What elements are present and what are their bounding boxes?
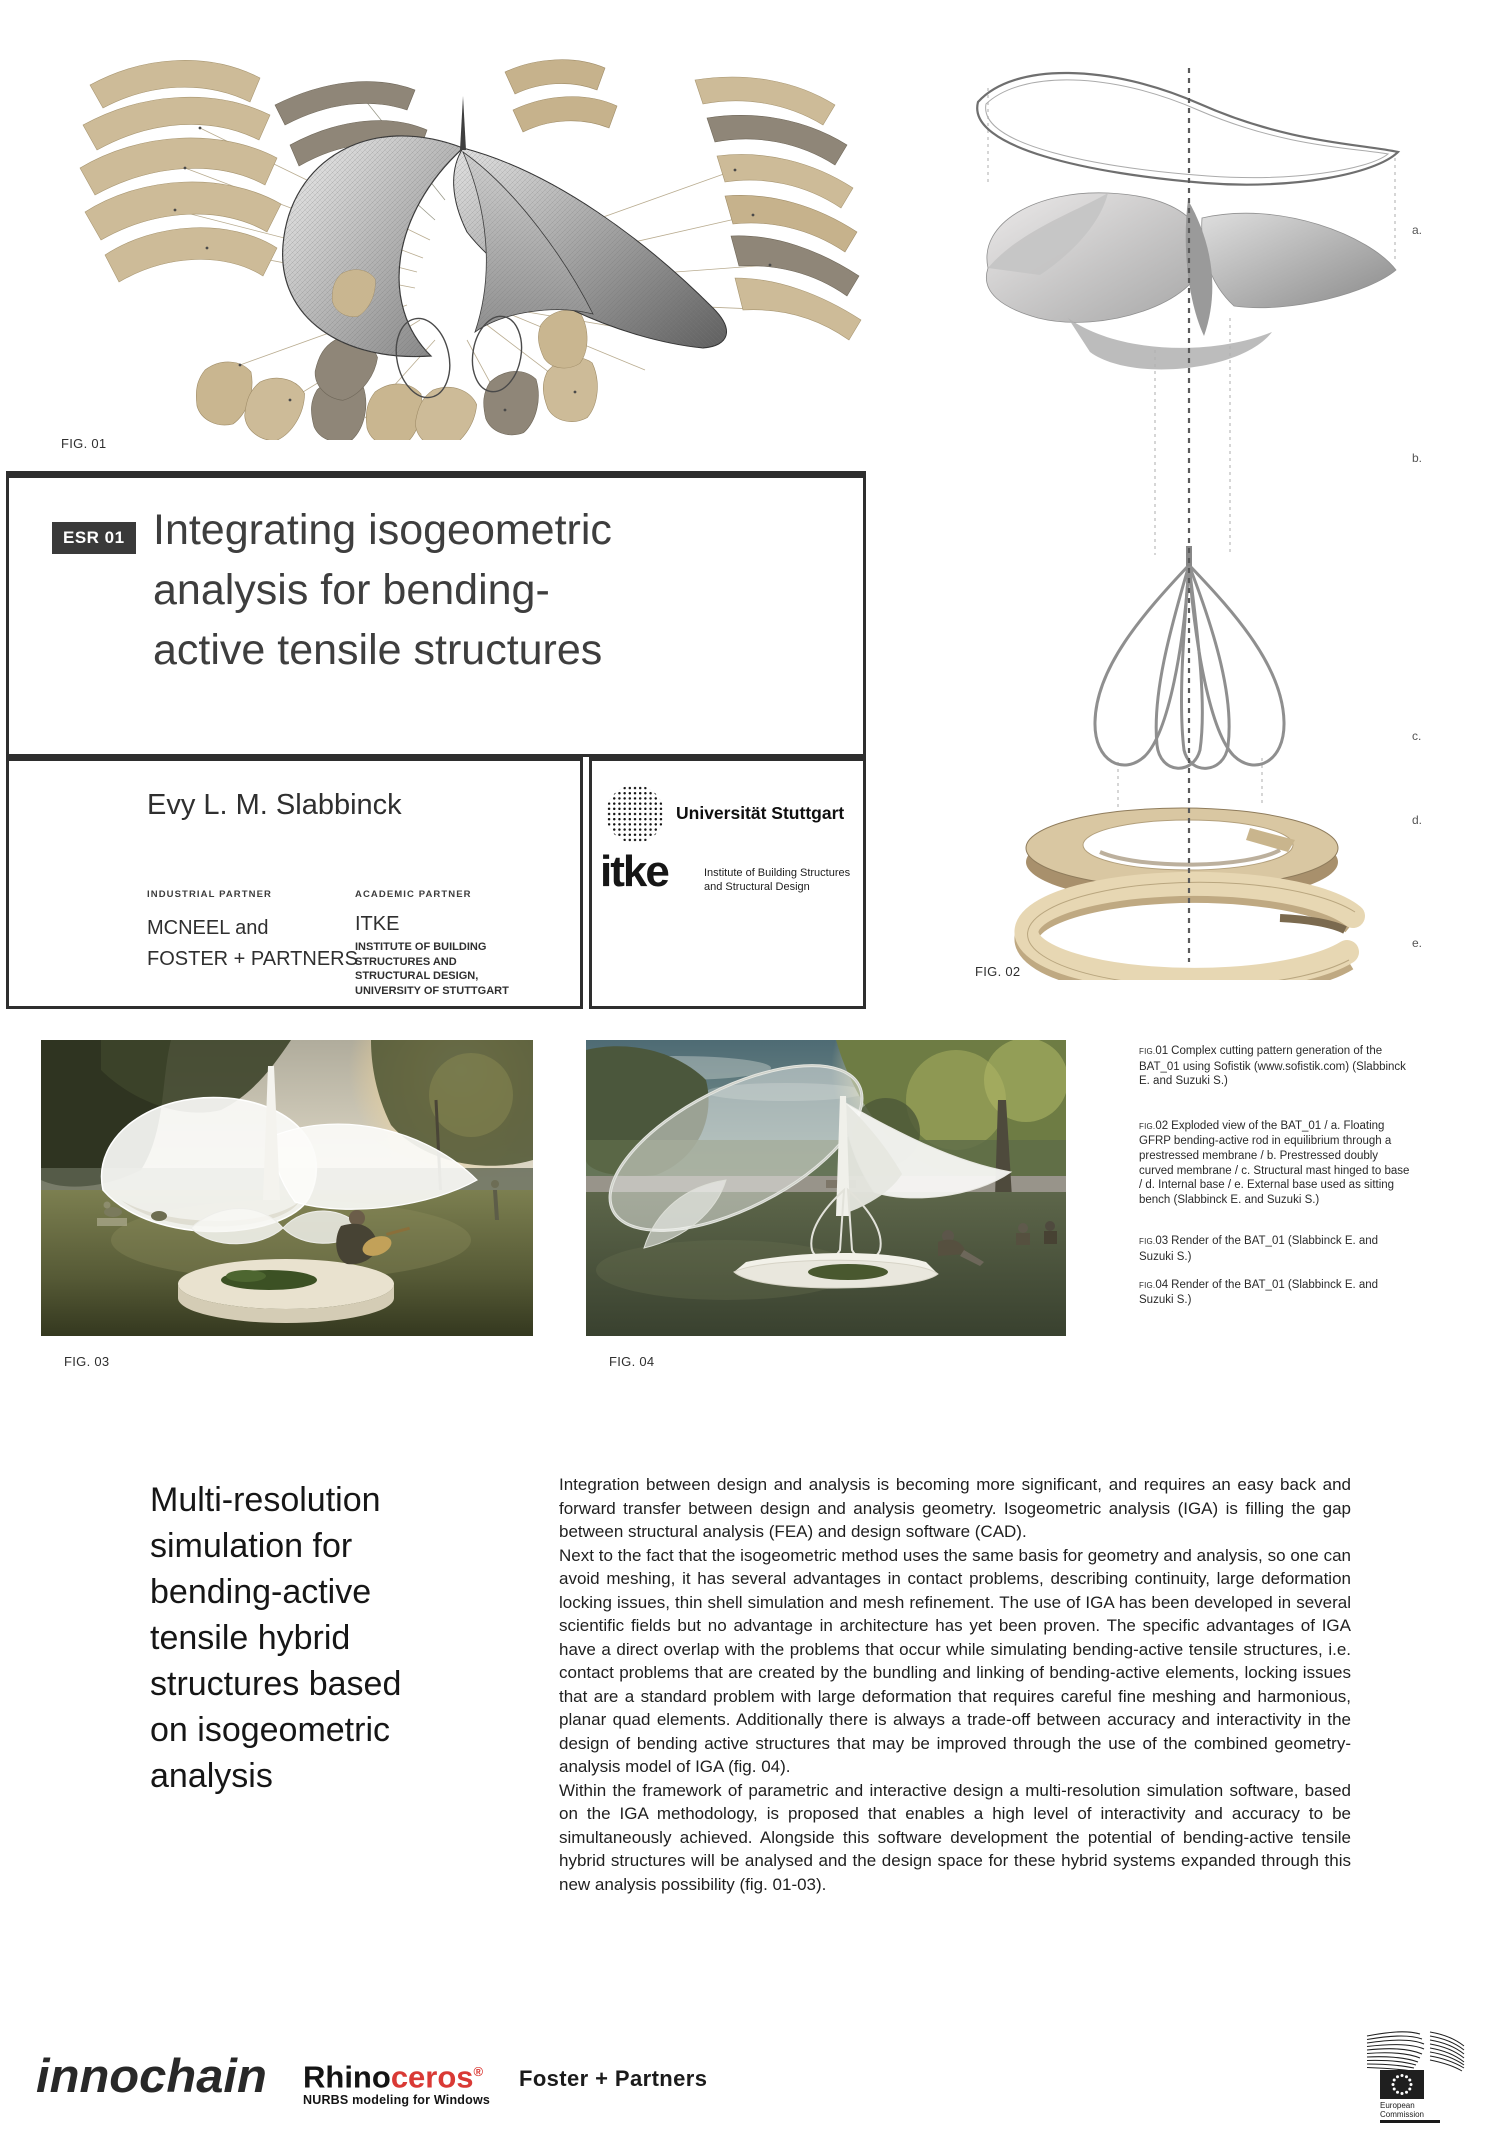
fig04-photo	[586, 1040, 1066, 1336]
academic-partner-column	[355, 889, 530, 998]
industrial-partner-column	[147, 889, 358, 975]
title-line-2: analysis for bending-	[153, 566, 550, 614]
abstract-heading	[150, 1477, 401, 1799]
cutting-strips-mid	[505, 60, 617, 132]
academic-partner-name: ITKE	[355, 913, 400, 935]
label-b: b.	[1412, 451, 1423, 465]
industrial-partner-line1: MCNEEL and	[147, 917, 269, 939]
caption-fig01-text: Complex cutting pattern generation of the BAT_01 using Sofistik (www.sofistik.com) (Slabbinck E. and Suzuki S.)	[1139, 1045, 1406, 1088]
caption-fig02-prefix: FIG.	[1139, 1121, 1156, 1131]
rhinoceros-logo	[303, 2056, 490, 2107]
foster-partners-logo: Foster + Partners	[519, 2066, 708, 2091]
abstract-heading-line: analysis	[150, 1757, 273, 1795]
caption-fig03-number: 03	[1155, 1235, 1169, 1248]
itke-desc-line2: and Structural Design	[704, 880, 810, 893]
caption-fig04	[1139, 1278, 1413, 1308]
academic-partner-desc: INSTITUTE OF BUILDING STRUCTURES AND STRUCTURAL DESIGN, UNIVERSITY OF STUTTGART	[355, 941, 509, 997]
caption-fig04-text: Render of the BAT_01 (Slabbinck E. and Suzuki S.)	[1139, 1278, 1379, 1307]
industrial-partner-label: INDUSTRIAL PARTNER	[147, 889, 273, 900]
part-a-bending-rod	[977, 73, 1398, 185]
ec-fan-right	[1430, 2032, 1464, 2071]
abstract-paragraph-2: Next to the fact that the isogeometric method uses the same basis for geometry and analysis, so one can avoid meshing, it has several advantages in contact problems, describing continuity, large deformation locking issues, thin shell simulation and mesh refinement. The use of IGA has been developed in several scientific fields but no advantage in architecture has yet been proven. The specific advantages of IGA have a direct overlap with the problems that occur while simulating bending-active tensile structures, i.e. contact problems that are created by the bundling and linking of bending-active elements, locking issues that are a standard problem with large deformation that requires careful fine meshing and harmonious, planar quad elements. Additionally there is always a trade-off between accuracy and interactivity in the design of bending active structures that may be improved through the use of the combined geometry-analysis model of IGA (fig. 04).	[559, 1545, 1351, 1776]
fig01-cutting-pattern-render	[35, 10, 875, 440]
caption-fig04-number: 04	[1155, 1278, 1169, 1291]
european-commission-logo	[1366, 2024, 1466, 2126]
ec-text-line1: European	[1380, 2101, 1415, 2110]
caption-fig01	[1139, 1044, 1413, 1089]
caption-fig03-text: Render of the BAT_01 (Slabbinck E. and Suzuki S.)	[1139, 1235, 1379, 1263]
abstract-heading-line: on isogeometric	[150, 1711, 391, 1749]
logo-block	[589, 757, 866, 1009]
fig01-label: FIG. 01	[61, 436, 107, 451]
academic-partner-label: ACADEMIC PARTNER	[355, 889, 472, 900]
part-e-external-bench	[1026, 882, 1355, 980]
caption-fig03-prefix: FIG.	[1139, 1237, 1156, 1247]
ec-text-line2: Commission	[1380, 2110, 1425, 2119]
label-e: e.	[1412, 936, 1423, 950]
abstract-heading-line: bending-active	[150, 1573, 372, 1611]
rhinoceros-tagline: NURBS modeling for Windows	[303, 2093, 491, 2108]
label-c: c.	[1412, 729, 1422, 743]
caption-fig02	[1139, 1119, 1413, 1208]
title-block	[6, 471, 866, 757]
abstract-paragraph-3: Within the framework of parametric and interactive design a multi-resolution simulation software, based on the IGA methodology, is proposed that enables a high level of interactivity and accuracy to be simultaneously achieved. Alongside this software development the potential of bending-active tensile hybrid structures will be analysed and the design space for these hybrid systems expanded through this new analysis possibility (fig. 01-03).	[559, 1780, 1351, 1894]
ec-fan-left	[1367, 2032, 1424, 2071]
alignment-dashes	[988, 88, 1395, 810]
rhino-red: ceros	[390, 2059, 474, 2095]
abstract-paragraph-1: Integration between design and analysis is becoming more significant, and requires an easy back and forward transfer between design and analysis geometry. Isogeometric analysis (IGA) is filling the gap between structural analysis (FEA) and design software (CAD).	[559, 1475, 1351, 1541]
figure-captions	[1139, 1044, 1413, 1308]
abstract-heading-line: structures based	[150, 1665, 402, 1703]
fig03-photo	[41, 1040, 533, 1336]
caption-fig03	[1139, 1234, 1413, 1264]
caption-fig04-prefix: FIG.	[1139, 1280, 1156, 1290]
itke-desc-line1: Institute of Building Structures	[704, 867, 851, 879]
abstract-heading-line: Multi-resolution	[150, 1481, 381, 1519]
fig02-label: FIG. 02	[975, 964, 1021, 979]
caption-fig02-text: Exploded view of the BAT_01 / a. Floating GFRP bending-active rod in equilibrium through a prestressed membrane / b. Prestressed doubly curved membrane / c. Structural mast hinged to base / d. Internal base / e. External base used as sitting bench (Slabbinck E. and Suzuki S.)	[1139, 1119, 1410, 1206]
author-block	[6, 757, 583, 1009]
itke-logo: itke	[600, 847, 668, 896]
esr-badge: ESR 01	[52, 522, 136, 554]
caption-fig02-number: 02	[1155, 1119, 1169, 1132]
fig04-label: FIG. 04	[609, 1354, 655, 1369]
caption-fig01-number: 01	[1155, 1045, 1169, 1057]
label-d: d.	[1412, 813, 1423, 827]
part-b-membrane	[986, 193, 1396, 370]
innochain-logo: innochain	[36, 2049, 267, 2102]
abstract-body	[559, 1473, 1351, 1896]
abstract-heading-line: tensile hybrid	[150, 1619, 351, 1657]
rhinoceros-wordmark	[303, 2056, 490, 2095]
abstract-heading-line: simulation for	[150, 1527, 353, 1565]
caption-fig01-prefix: FIG.	[1139, 1047, 1156, 1056]
cutting-strips-left	[80, 60, 281, 282]
exploded-part-labels	[1412, 223, 1422, 950]
itke-desc	[704, 867, 850, 894]
cutting-strips-right	[695, 77, 861, 340]
uni-stuttgart-name: Universität Stuttgart	[676, 803, 845, 823]
rhino-black: Rhino	[303, 2059, 391, 2095]
uni-stuttgart-logo-icon	[606, 785, 664, 843]
title-line-1: Integrating isogeometric	[153, 506, 612, 554]
page-title	[153, 500, 612, 680]
label-a: a.	[1412, 223, 1423, 237]
industrial-partner-line2: FOSTER + PARTNERS	[147, 948, 358, 970]
author-name: Evy L. M. Slabbinck	[147, 789, 402, 821]
industrial-partner-names	[147, 913, 358, 975]
ec-underline	[1380, 2120, 1440, 2123]
fig02-exploded-view	[950, 50, 1450, 980]
fig03-label: FIG. 03	[64, 1354, 110, 1369]
registered-mark-icon: ®	[473, 2064, 484, 2079]
title-line-3: active tensile structures	[153, 626, 603, 674]
